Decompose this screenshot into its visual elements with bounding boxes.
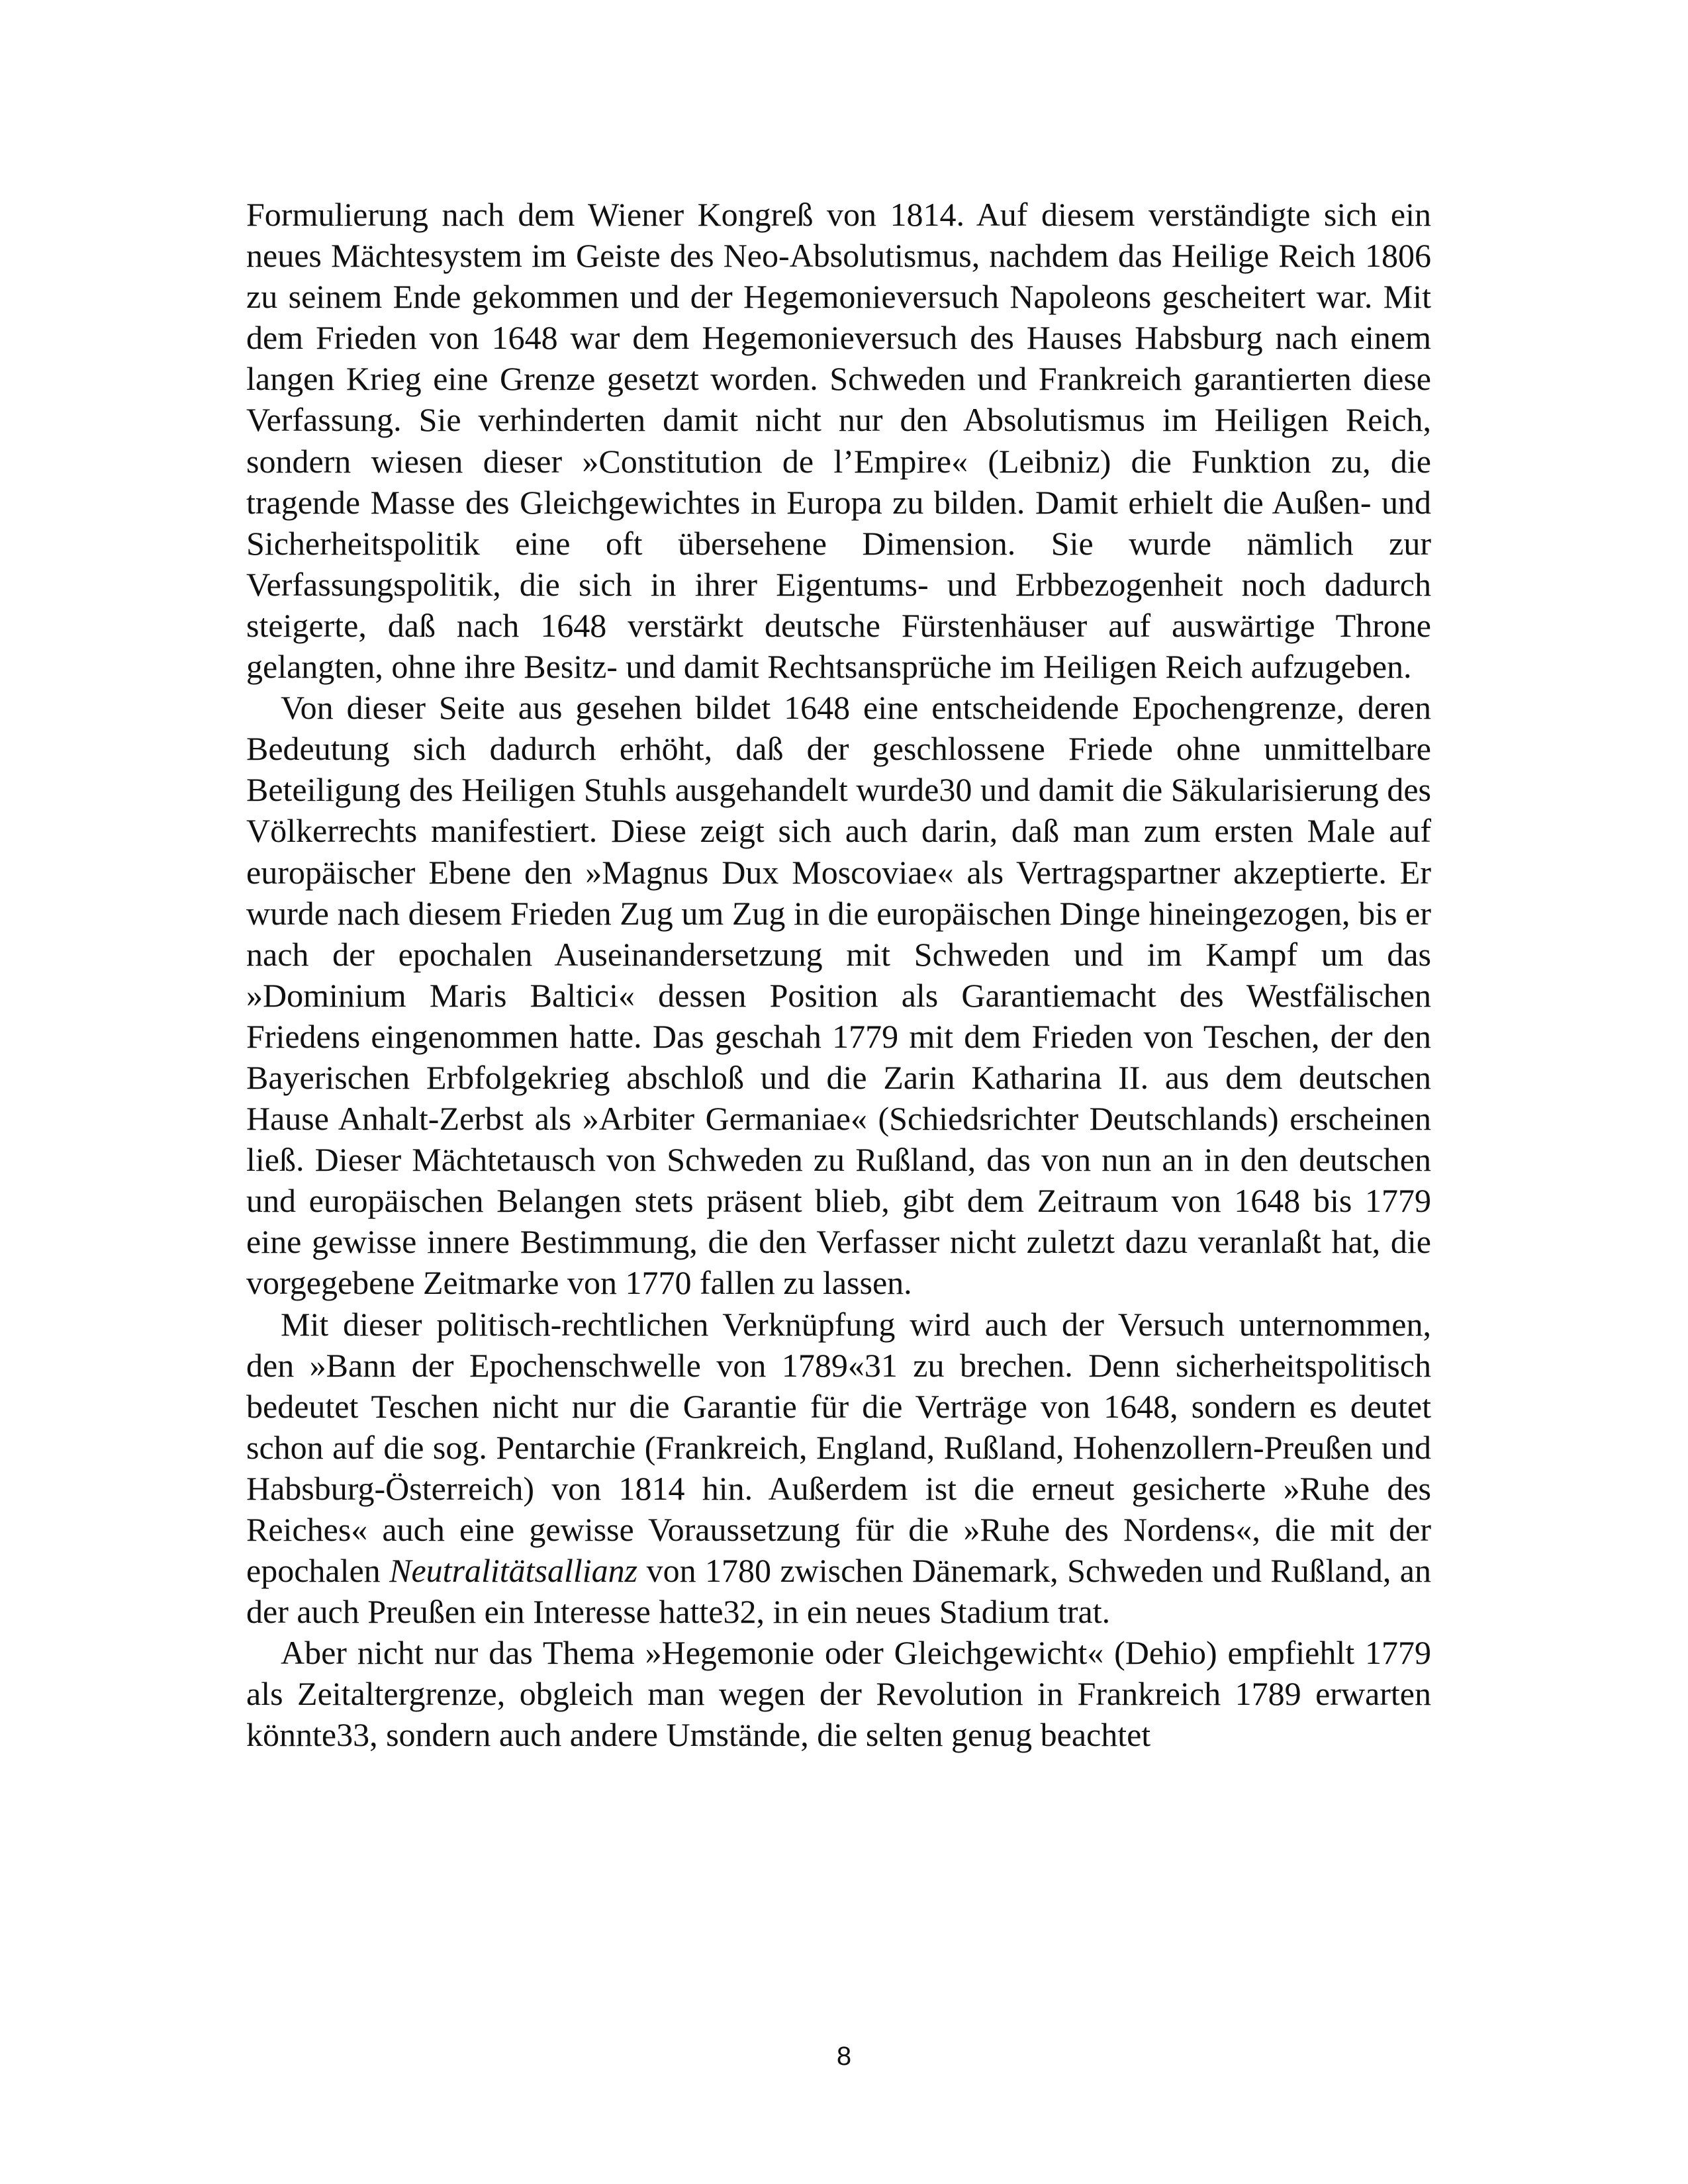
paragraph-3 — [246, 1304, 1431, 1633]
paragraph-3-italic-term: Neutralitätsallianz — [389, 1552, 638, 1590]
body-text — [246, 194, 1431, 1756]
page-number: 8 — [836, 2042, 852, 2071]
paragraph-3-text-before: Mit dieser politisch-rechtlichen Verknüpfung wird auch der Versuch unternommen, den »Bann der Epochenschwelle von 1789«31 zu brechen. Denn sicherheitspolitisch bedeutet Teschen nicht nur die Garantie für die Verträge von 1648, sondern es deutet schon auf die sog. Pentarchie (Frankreich, England, Rußland, Hohenzollern-Preußen und Habsburg-Österreich) von 1814 hin. Außerdem ist die erneut gesicherte »Ruhe des Reiches« auch eine gewisse Voraussetzung für die »Ruhe des Nordens«, die mit der epochalen — [246, 1305, 1431, 1590]
paragraph-3-text-after: von 1780 zwischen Dänemark, Schweden und Rußland, an der auch Preußen ein Interesse hatte32, in ein neues Stadium trat. — [246, 1552, 1431, 1631]
paragraph-2: Von dieser Seite aus gesehen bildet 1648 eine entscheidende Epochengrenze, deren Bedeutung sich dadurch erhöht, daß der geschlossene Friede ohne unmittelbare Beteiligung des Heiligen Stuhls ausgehandelt wurde30 und damit die Säkularisierung des Völkerrechts manifestiert. Diese zeigt sich auch darin, daß man zum ersten Male auf europäischer Ebene den »Magnus Dux Moscoviae« als Vertragspartner akzeptierte. Er wurde nach diesem Frieden Zug um Zug in die europäischen Dinge hineingezogen, bis er nach der epochalen Auseinandersetzung mit Schweden und im Kampf um das »Dominium Maris Baltici« dessen Position als Garantiemacht des Westfälischen Friedens eingenommen hatte. Das geschah 1779 mit dem Frieden von Teschen, der den Bayerischen Erbfolgekrieg abschloß und die Zarin Katharina II. aus dem deutschen Hause Anhalt-Zerbst als »Arbiter Germaniae« (Schiedsrichter Deutschlands) erscheinen ließ. Dieser Mächtetausch von Schweden zu Rußland, das von nun an in den deutschen und europäischen Belangen stets präsent blieb, gibt dem Zeitraum von 1648 bis 1779 eine gewisse innere Bestimmung, die den Verfasser nicht zuletzt dazu veranlaßt hat, die vorgegebene Zeitmarke von 1770 fallen zu lassen. — [246, 689, 1431, 1302]
paragraph-4: Aber nicht nur das Thema »Hegemonie oder Gleichgewicht« (Dehio) empfiehlt 1779 als Zeitaltergrenze, obgleich man wegen der Revolution in Frankreich 1789 erwarten könnte33, sondern auch andere Umstände, die selten genug beachtet — [246, 1634, 1431, 1754]
paragraph-1: Formulierung nach dem Wiener Kongreß von 1814. Auf diesem verständigte sich ein neues Mächtesystem im Geiste des Neo-Absolutismus, nachdem das Heilige Reich 1806 zu seinem Ende gekommen und der Hegemonieversuch Napoleons gescheitert war. Mit dem Frieden von 1648 war dem Hegemonieversuch des Hauses Habsburg nach einem langen Krieg eine Grenze gesetzt worden. Schweden und Frankreich garantierten diese Verfassung. Sie verhinderten damit nicht nur den Absolutismus im Heiligen Reich, sondern wiesen dieser »Constitution de l’Empire« (Leibniz) die Funktion zu, die tragende Masse des Gleichgewichtes in Europa zu bilden. Damit erhielt die Außen- und Sicherheitspolitik eine oft übersehene Dimension. Sie wurde nämlich zur Verfassungspolitik, die sich in ihrer Eigentums- und Erbbezogenheit noch dadurch steigerte, daß nach 1648 verstärkt deutsche Fürstenhäuser auf auswärtige Throne gelangten, ohne ihre Besitz- und damit Rechtsansprüche im Heiligen Reich aufzugeben. — [246, 196, 1431, 686]
